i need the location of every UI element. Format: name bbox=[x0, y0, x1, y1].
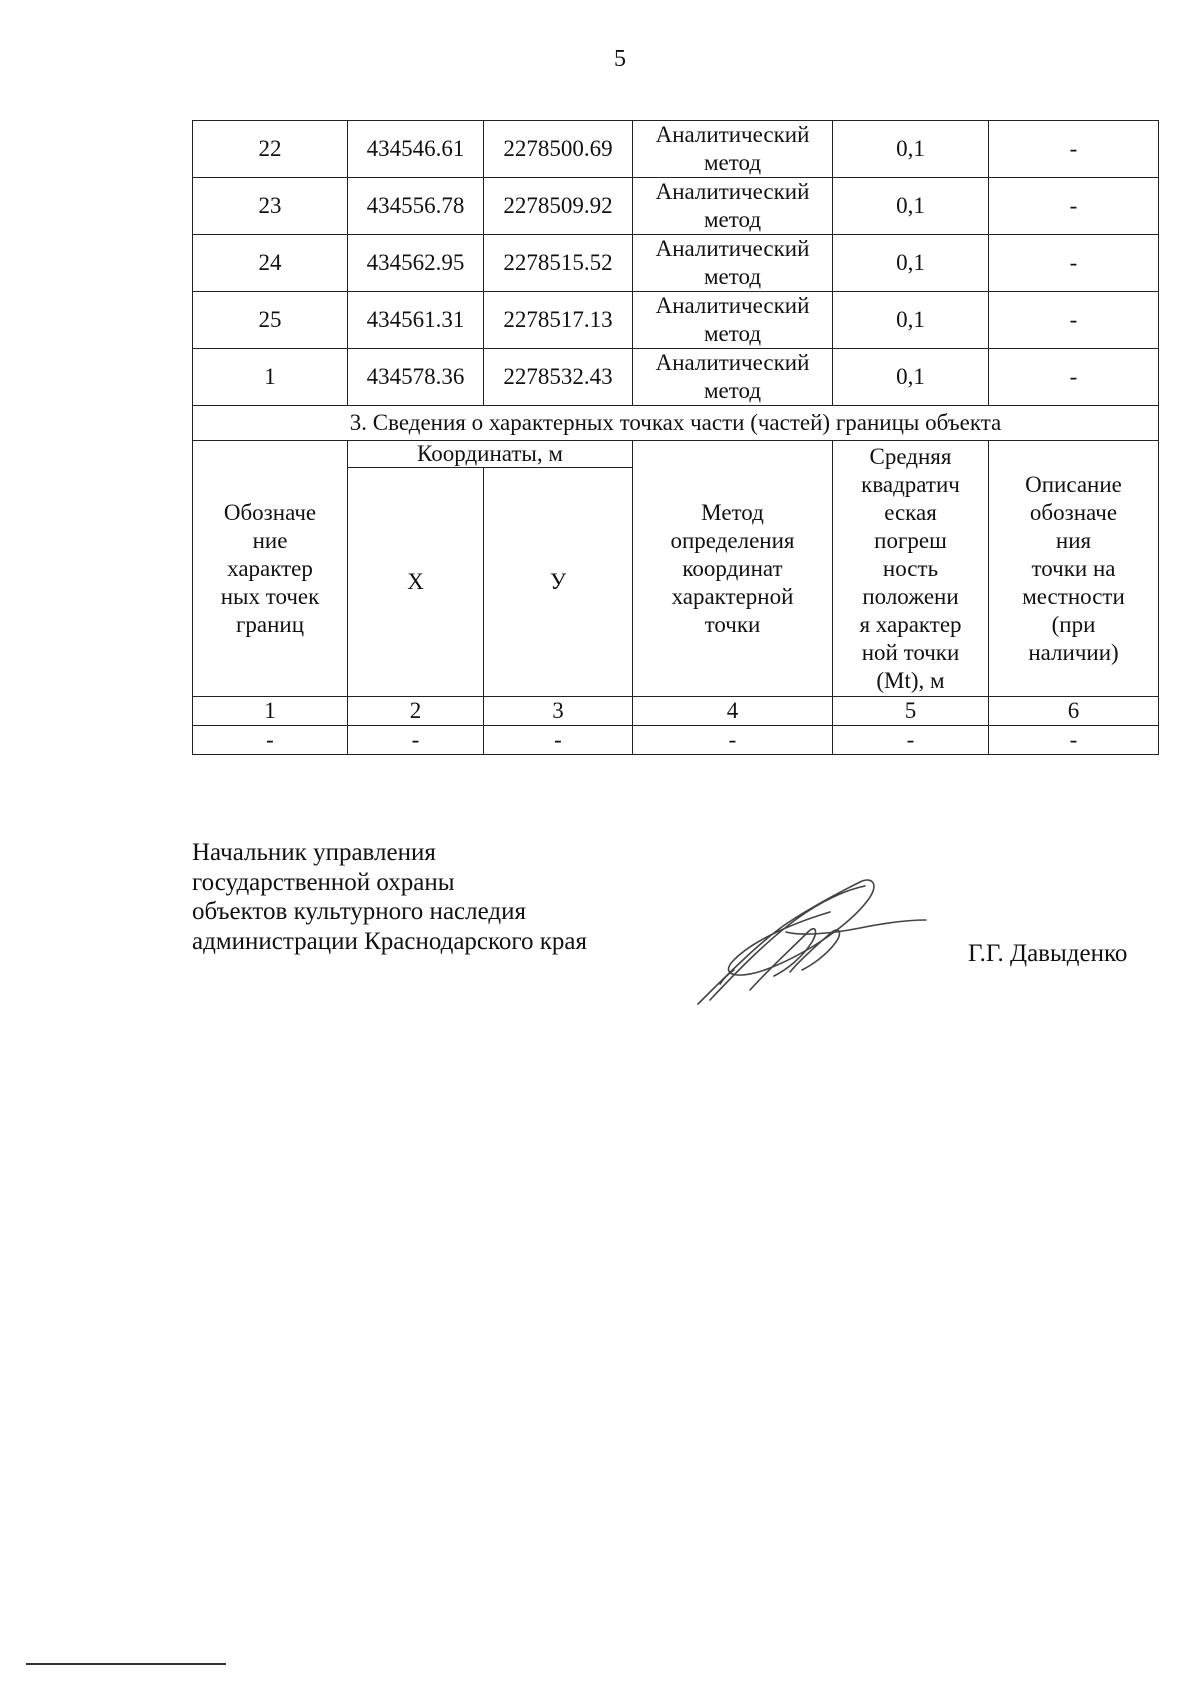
column-number: 5 bbox=[833, 697, 989, 726]
header-method bbox=[633, 441, 833, 697]
header-line: Метод bbox=[701, 499, 764, 525]
signatory-name: Г.Г. Давыденко bbox=[968, 940, 1128, 967]
header-line: ние bbox=[252, 527, 288, 553]
header-line: положени bbox=[862, 583, 959, 609]
column-number: 3 bbox=[484, 697, 633, 726]
position-line: объектов культурного наследия bbox=[192, 898, 526, 925]
header-line: границ bbox=[235, 611, 305, 637]
point-id: 25 bbox=[193, 292, 348, 349]
header-line: Средняя bbox=[869, 443, 952, 469]
header-line: координат bbox=[682, 555, 783, 581]
method-line: метод bbox=[703, 378, 762, 403]
header-line: я характер bbox=[859, 611, 962, 637]
table-row bbox=[193, 178, 1159, 235]
method-line: метод bbox=[703, 207, 762, 232]
header-line: ность bbox=[882, 555, 939, 581]
header-line: точки bbox=[704, 611, 761, 637]
method-line: Аналитический bbox=[655, 350, 810, 375]
point-id: 23 bbox=[193, 178, 348, 235]
point-method bbox=[633, 121, 833, 178]
point-y: 2278532.43 bbox=[484, 349, 633, 406]
footer-rule bbox=[26, 1663, 226, 1665]
header-line: характер bbox=[227, 555, 313, 581]
point-id: 22 bbox=[193, 121, 348, 178]
point-method bbox=[633, 292, 833, 349]
header-coords: Координаты, м bbox=[348, 441, 633, 468]
method-line: метод bbox=[703, 321, 762, 346]
point-x: 434556.78 bbox=[348, 178, 484, 235]
empty-cell: - bbox=[633, 726, 833, 755]
header-designation bbox=[193, 441, 348, 697]
handwritten-signature bbox=[690, 872, 930, 1012]
method-line: метод bbox=[703, 150, 762, 175]
page-number: 5 bbox=[614, 46, 626, 72]
point-x: 434562.95 bbox=[348, 235, 484, 292]
empty-data-row bbox=[193, 726, 1159, 755]
header-line: местности bbox=[1022, 583, 1125, 609]
header-error bbox=[833, 441, 989, 697]
point-x: 434546.61 bbox=[348, 121, 484, 178]
signatory-position bbox=[192, 838, 587, 956]
header-line: (Mt), м bbox=[876, 667, 945, 693]
boundary-points-table bbox=[192, 120, 1159, 755]
header-line: определения bbox=[670, 527, 795, 553]
method-line: Аналитический bbox=[655, 179, 810, 204]
column-number: 2 bbox=[348, 697, 484, 726]
point-desc: - bbox=[989, 121, 1159, 178]
column-numbers-row bbox=[193, 697, 1159, 726]
table-row bbox=[193, 292, 1159, 349]
point-error: 0,1 bbox=[833, 349, 989, 406]
method-line: метод bbox=[703, 264, 762, 289]
table-row bbox=[193, 121, 1159, 178]
point-error: 0,1 bbox=[833, 292, 989, 349]
point-y: 2278517.13 bbox=[484, 292, 633, 349]
position-line: государственной охраны bbox=[192, 868, 455, 896]
header-line: наличии) bbox=[1028, 639, 1119, 665]
header-line: (при bbox=[1051, 611, 1096, 637]
header-description bbox=[989, 441, 1159, 697]
table-row bbox=[193, 349, 1159, 406]
empty-cell: - bbox=[833, 726, 989, 755]
point-x: 434578.36 bbox=[348, 349, 484, 406]
header-y: У bbox=[484, 468, 633, 697]
header-line: погреш bbox=[874, 527, 947, 553]
header-line: характерной bbox=[671, 583, 794, 609]
point-id: 24 bbox=[193, 235, 348, 292]
point-desc: - bbox=[989, 292, 1159, 349]
column-number: 6 bbox=[989, 697, 1159, 726]
table-row bbox=[193, 235, 1159, 292]
point-method bbox=[633, 349, 833, 406]
header-x: X bbox=[348, 468, 484, 697]
point-error: 0,1 bbox=[833, 121, 989, 178]
point-y: 2278500.69 bbox=[484, 121, 633, 178]
point-y: 2278515.52 bbox=[484, 235, 633, 292]
section-3-header-row bbox=[193, 441, 1159, 468]
section-3-title-row bbox=[193, 406, 1159, 441]
header-line: ных точек bbox=[220, 583, 320, 609]
header-line: обозначе bbox=[1029, 499, 1118, 525]
point-method bbox=[633, 178, 833, 235]
header-line: Обозначе bbox=[223, 499, 317, 525]
point-y: 2278509.92 bbox=[484, 178, 633, 235]
column-number: 4 bbox=[633, 697, 833, 726]
header-line: квадратич bbox=[861, 471, 960, 497]
position-line: Начальник управления bbox=[192, 839, 436, 866]
empty-cell: - bbox=[989, 726, 1159, 755]
point-error: 0,1 bbox=[833, 178, 989, 235]
point-desc: - bbox=[989, 178, 1159, 235]
method-line: Аналитический bbox=[655, 236, 810, 261]
empty-cell: - bbox=[484, 726, 633, 755]
empty-cell: - bbox=[193, 726, 348, 755]
header-line: ния bbox=[1055, 527, 1092, 553]
column-number: 1 bbox=[193, 697, 348, 726]
point-desc: - bbox=[989, 235, 1159, 292]
position-line: администрации Краснодарского края bbox=[192, 927, 588, 955]
section-3-title: 3. Сведения о характерных точках части (частей) границы объекта bbox=[193, 406, 1159, 441]
header-line: ной точки bbox=[861, 639, 960, 665]
point-error: 0,1 bbox=[833, 235, 989, 292]
header-line: точки на bbox=[1031, 555, 1116, 581]
method-line: Аналитический bbox=[655, 293, 810, 318]
point-x: 434561.31 bbox=[348, 292, 484, 349]
point-id: 1 bbox=[193, 349, 348, 406]
empty-cell: - bbox=[348, 726, 484, 755]
points-body bbox=[193, 121, 1159, 755]
header-line: Описание bbox=[1025, 471, 1122, 497]
point-method bbox=[633, 235, 833, 292]
header-line: еская bbox=[884, 499, 937, 525]
point-desc: - bbox=[989, 349, 1159, 406]
method-line: Аналитический bbox=[655, 122, 810, 147]
